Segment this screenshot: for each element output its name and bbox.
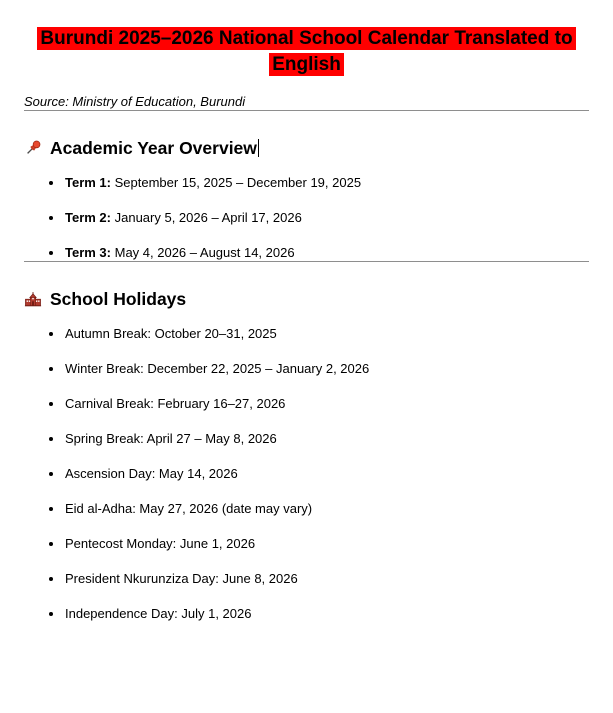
item-text: May 4, 2026 – August 14, 2026 xyxy=(111,245,295,260)
title-highlight: Burundi 2025–2026 National School Calendar Translated to English xyxy=(37,27,575,76)
list-item xyxy=(24,175,589,191)
list-item xyxy=(24,245,589,261)
list-item xyxy=(24,210,589,226)
item-text: Eid al-Adha: May 27, 2026 (date may vary) xyxy=(65,501,313,516)
source-line: Source: Ministry of Education, Burundi xyxy=(24,94,246,109)
section-heading-text: School Holidays xyxy=(50,289,187,309)
document-title xyxy=(24,26,589,78)
school-icon xyxy=(24,290,42,308)
pushpin-icon xyxy=(24,139,42,157)
item-text: Carnival Break: February 16–27, 2026 xyxy=(65,396,286,411)
list-item xyxy=(24,571,589,587)
item-text: Pentecost Monday: June 1, 2026 xyxy=(65,536,256,551)
school-holidays-list xyxy=(24,326,589,622)
list-item xyxy=(24,326,589,342)
section-heading-school-holidays xyxy=(24,288,589,310)
list-item xyxy=(24,431,589,447)
list-item xyxy=(24,536,589,552)
item-text: Autumn Break: October 20–31, 2025 xyxy=(65,326,277,341)
item-text: Ascension Day: May 14, 2026 xyxy=(65,466,238,481)
list-item xyxy=(24,501,589,517)
item-text: Spring Break: April 27 – May 8, 2026 xyxy=(65,431,277,446)
item-label: Term 2: xyxy=(65,210,111,225)
list-item xyxy=(24,466,589,482)
section-heading-academic-year xyxy=(24,137,589,159)
item-label: Term 3: xyxy=(65,245,111,260)
list-item xyxy=(24,361,589,377)
text-caret xyxy=(258,139,260,157)
item-text: President Nkurunziza Day: June 8, 2026 xyxy=(65,571,298,586)
item-label: Term 1: xyxy=(65,175,111,190)
section-heading-text: Academic Year Overview xyxy=(50,138,257,158)
divider xyxy=(24,261,589,262)
academic-year-list xyxy=(24,175,589,261)
item-text: Independence Day: July 1, 2026 xyxy=(65,606,252,621)
item-text: September 15, 2025 – December 19, 2025 xyxy=(111,175,362,190)
item-text: January 5, 2026 – April 17, 2026 xyxy=(111,210,302,225)
item-text: Winter Break: December 22, 2025 – January 2, 2026 xyxy=(65,361,370,376)
list-item xyxy=(24,606,589,622)
list-item xyxy=(24,396,589,412)
divider xyxy=(24,110,589,111)
